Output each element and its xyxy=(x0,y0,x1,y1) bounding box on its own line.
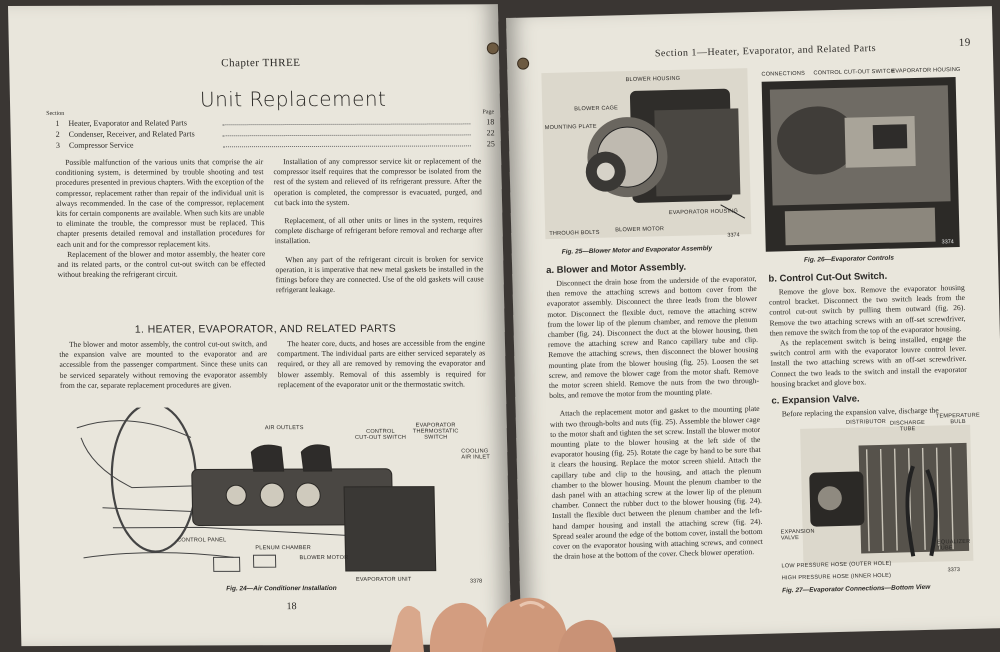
paragraph: When any part of the refrigerant circuit is broken for service operation, it is imperative that new metal gaskets be installed in the fittings before they are connected. Use of the old gaskets will cause refrigerant leakage. xyxy=(275,254,484,295)
fig24-number: 3378 xyxy=(469,578,483,585)
blower-column xyxy=(546,274,763,563)
chapter-heading: Chapter THREE xyxy=(221,56,301,70)
toc-page-label: Page xyxy=(482,109,495,116)
fig24-label-blower-motor: BLOWER MOTOR xyxy=(299,554,349,562)
paragraph: The blower and motor assembly, the control cut-out switch, and the expansion valve are mounted to the evaporator and are accessible from the passenger compartment. Since these units can be serviced separately without removing the evaporator assembly from the car, separate replacement procedures are given. xyxy=(59,339,268,390)
fig27-label-expansion-valve: EXPANSION VALVE xyxy=(780,528,815,542)
fig26-label-control-cutout: CONTROL CUT-OUT SWITCH xyxy=(813,68,895,77)
fig24-label-cooling-air: COOLING AIR INLET xyxy=(461,448,490,461)
intro-column-right xyxy=(273,156,484,295)
fig26-caption: Fig. 26—Evaporator Controls xyxy=(803,254,895,264)
hand-photo xyxy=(390,588,620,652)
fig26-label-connections: CONNECTIONS xyxy=(761,70,806,78)
fig24-label-control-cutout: CONTROL CUT-OUT SWITCH xyxy=(354,428,407,441)
paragraph: Installation of any compressor service kit or replacement of the compressor itself requires that the compressor be isolated from the rest of the system and relieved of its refrigerant pressure. After the operation is completed, the compressor is evacuated, purged, and cut back into the system. xyxy=(273,156,482,207)
fig25-caption: Fig. 25—Blower Motor and Evaporator Assembly xyxy=(561,245,713,256)
page-number: 19 xyxy=(958,36,971,49)
paragraph: Disconnect the drain hose from the underside of the evaporator, then remove the attaching screws and bottom cover from the evaporator assembly. Disconnect the three leads from the blower motor. Disconnect the flexible duct, remove the attaching screw from the lower lip of the plenum chamber, and remove the plenum chamber (fig. 24). Disconnect the duct at the blower housing, then remove the attaching screw and Ranco capillary tube and clip. Remove the attaching screws, then disconnect the blower housing mounting plate from the blower housing (fig. 25). Loosen the set screw, and remove the blower cage from the motor shaft. Remove the motor screen shield. Remove the nuts from the two through-bolts, and remove the motor from the mounting plate. xyxy=(546,273,760,401)
fig25-label-blower-motor: BLOWER MOTOR xyxy=(615,226,665,234)
fig27-number: 3373 xyxy=(947,567,960,574)
paragraph: Attach the replacement motor and gasket to the mounting plate with two through-bolts and nuts (fig. 25). Assemble the blower cage to the motor shaft and tighten the set screw. Install the blower motor mounting plate to the blower housing at the left side of the evaporator housing (fig. 25). Rotate the cage by hand to be sure that it clears the housing. Replace the motor screen shield. Attach the capillary tube and clip to the housing, and attach the plenum chamber to the blower housing. Mount the plenum chamber to the dash panel with an attaching screw at the lower lip of the plenum chamber. Connect the rubber duct to the blower housing (fig. 24). Install the flexible duct between the plenum chamber and the left-hand damper housing and install the attaching screw (fig. 24). Spread sealer around the edge of the bottom cover, install the bottom cover on the evaporator housing with attaching screws, and connect the drain hose at the bottom of the cover. Check blower operation. xyxy=(549,404,763,562)
fig24-label-air-outlets: AIR OUTLETS xyxy=(264,425,304,432)
fig24-caption: Fig. 24—Air Conditioner Installation xyxy=(226,584,337,593)
fig26-label-evap-housing: EVAPORATOR HOUSING xyxy=(891,66,961,75)
fig25-label-blower-cage: BLOWER CAGE xyxy=(574,105,619,113)
fig26-photo xyxy=(762,77,960,252)
subsection-heading: c. Expansion Valve. xyxy=(771,393,860,407)
fig27-label-discharge-tube: DISCHARGE TUBE xyxy=(889,419,926,433)
paragraph: As the replacement switch is being installed, engage the switch control arm with the evaporator louvre control lever. Install the two attaching screws with an off-set screwdriver. Connect the two leads to the switch and install the evaporator housing bracket and glove box. xyxy=(770,333,967,389)
fig25-label-through-bolts: THROUGH BOLTS xyxy=(549,229,600,238)
fig24-label-plenum: PLENUM CHAMBER xyxy=(255,545,312,552)
right-page xyxy=(506,6,1000,640)
subsection-heading: b. Control Cut-Out Switch. xyxy=(768,270,888,285)
fig25-label-mounting-plate: MOUNTING PLATE xyxy=(544,123,597,132)
paragraph: Possible malfunction of the various units that comprise the air conditioning system, is determined by trouble shooting and test procedures presented in previous chapters. With the exception of the compressor, replacement rather than repair of the individual unit is always recommended. In the case of the compressor, replacement kits for certain components are available. When such kits are unable to eliminate the trouble, the compressor must be replaced. This chapter presents detailed removal and installation procedures for each unit and for the compressor replacement kits. xyxy=(55,157,265,249)
section-column-left xyxy=(59,339,268,391)
fig27-label-equalizer-tube: EQUALIZER TUBE xyxy=(936,538,971,552)
toc-section-label: Section xyxy=(46,110,65,117)
paragraph: The heater core, ducts, and hoses are accessible from the engine compartment. The individual parts are either serviced separately as required, or they all are removed by removing the evaporator and blower assembly. Removal of this assembly is required for replacement of the evaporator unit or the thermostatic switch. xyxy=(277,338,486,389)
binder-hole xyxy=(517,57,529,69)
left-page xyxy=(8,4,511,646)
binder-hole xyxy=(487,42,499,54)
fig24-label-evap-thermostatic: EVAPORATOR THERMOSTATIC SWITCH xyxy=(412,422,459,441)
fig25-label-blower-housing: BLOWER HOUSING xyxy=(625,75,681,84)
subsection-heading: a. Blower and Motor Assembly. xyxy=(546,261,687,277)
fig26-drawing xyxy=(762,77,960,252)
fig27-label-distributor: DISTRIBUTOR xyxy=(845,418,887,426)
paragraph: Replacement of the blower and motor assembly, the heater core and its related parts, or the control cut-out switch can be effected without breaking the refrigerant circuit. xyxy=(57,248,266,280)
fig27-caption: Fig. 27—Evaporator Connections—Bottom View xyxy=(781,583,931,595)
fig27-label-high-pressure-hose: HIGH PRESSURE HOSE (INNER HOLE) xyxy=(781,572,892,582)
paragraph: Replacement, of all other units or lines in the system, requires complete discharge of refrigerant before removal and recharge after installation. xyxy=(274,215,483,246)
paragraph: Before replacing the expansion valve, discharge the xyxy=(781,405,939,419)
table-of-contents xyxy=(46,108,495,151)
fig27-label-temperature-bulb: TEMPERATURE BULB xyxy=(935,412,980,426)
fig27-label-low-pressure-hose: LOW PRESSURE HOSE (OUTER HOLE) xyxy=(781,560,892,570)
page-number: 18 xyxy=(286,601,297,613)
section-heading: 1. HEATER, EVAPORATOR, AND RELATED PARTS xyxy=(134,322,397,336)
section-column-right xyxy=(277,338,486,390)
intro-column-left xyxy=(55,157,266,280)
toc-entry: 3 Compressor Service 25 xyxy=(55,139,495,150)
running-header: Section 1—Heater, Evaporator, and Related Parts xyxy=(654,42,877,60)
toc-entry: 1 Heater, Evaporator and Related Parts 18 xyxy=(55,117,495,128)
switch-column xyxy=(769,283,967,390)
fig24-label-control-panel: CONTROL PANEL xyxy=(177,537,227,544)
fig25-label-evap-housing: EVAPORATOR HOUSING xyxy=(668,208,739,217)
paragraph: Remove the glove box. Remove the evaporator housing control bracket. Disconnect the two switch leads from the control cut-out switch by pulling them outward (fig. 26). Remove the two attaching screws with an off-set screwdriver, then remove the switch from the top of the evaporator housing. xyxy=(768,282,966,338)
toc-entry: 2 Condenser, Receiver, and Related Parts 22 xyxy=(55,128,495,139)
fig24-label-evap-unit: EVAPORATOR UNIT xyxy=(355,576,412,583)
fig26-number: 3374 xyxy=(941,239,954,246)
fig25-number: 3374 xyxy=(727,232,740,239)
page-title: Unit Replacement xyxy=(199,86,387,112)
